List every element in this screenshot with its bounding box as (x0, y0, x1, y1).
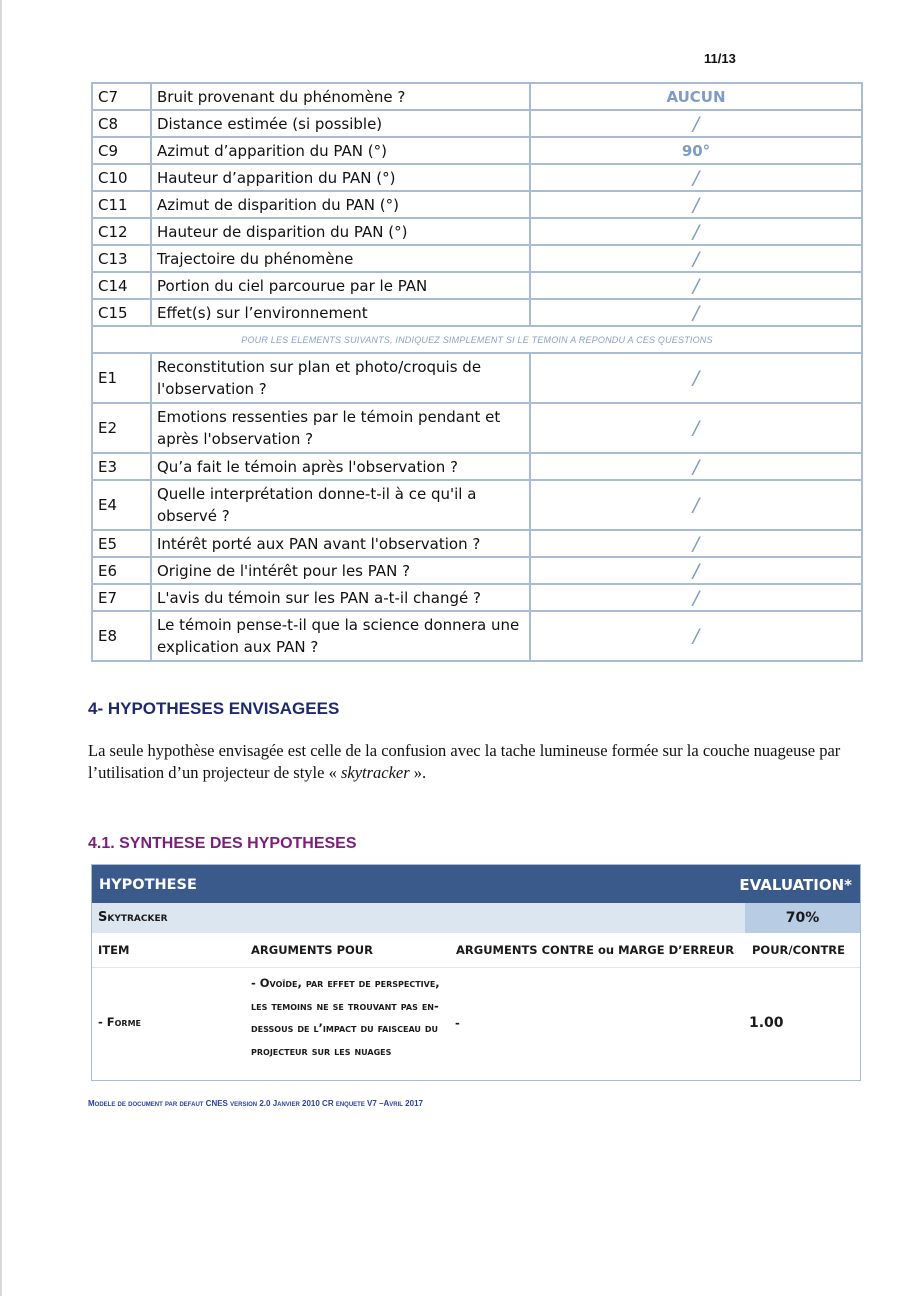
question-row-e2 (92, 403, 862, 453)
question-text: Portion du ciel parcourue par le PAN (151, 272, 530, 299)
question-row-c10 (92, 164, 862, 191)
question-code: E8 (92, 611, 151, 661)
question-row-e5 (92, 530, 862, 557)
argument-item: - Forme (98, 1015, 142, 1029)
question-text: Azimut de disparition du PAN (°) (151, 191, 530, 218)
page-edge (0, 0, 2, 1296)
question-code: C8 (92, 110, 151, 137)
question-answer: 90° (530, 137, 862, 164)
question-text: Qu’a fait le témoin après l'observation ? (151, 453, 530, 480)
question-answer: / (530, 557, 862, 584)
question-text: L'avis du témoin sur les PAN a-t-il changé ? (151, 584, 530, 611)
question-row-c14 (92, 272, 862, 299)
question-text: Azimut d’apparition du PAN (°) (151, 137, 530, 164)
hypothesis-name: Skytracker (98, 910, 168, 925)
section-note-row (92, 326, 862, 353)
question-text: Trajectoire du phénomène (151, 245, 530, 272)
question-text: Le témoin pense-t-il que la science donnera une explication aux PAN ? (151, 611, 530, 661)
question-text: Origine de l'intérêt pour les PAN ? (151, 557, 530, 584)
section-4-paragraph: La seule hypothèse envisagée est celle de la confusion avec la tache lumineuse formée sur la couche nuageuse par l’utilisation d’un projecteur de style « skytracker ». (88, 741, 841, 782)
question-code: C10 (92, 164, 151, 191)
question-text: Quelle interprétation donne-t-il à ce qu'il a observé ? (151, 480, 530, 530)
col-arguments-pour: ARGUMENTS POUR (251, 943, 373, 957)
question-answer: / (530, 353, 862, 403)
argument-row (92, 968, 860, 1080)
section-note: POUR LES ELEMENTS SUIVANTS, INDIQUEZ SIMPLEMENT SI LE TEMOIN A REPONDU A CES QUESTIONS (92, 326, 862, 353)
question-answer: / (530, 191, 862, 218)
question-row-e6 (92, 557, 862, 584)
question-code: C13 (92, 245, 151, 272)
question-answer: / (530, 299, 862, 326)
question-answer: / (530, 584, 862, 611)
page-number: 11/13 (704, 51, 736, 66)
question-answer: / (530, 403, 862, 453)
section-4-1-title: 4.1. SYNTHESE DES HYPOTHESES (88, 835, 357, 852)
question-answer: / (530, 110, 862, 137)
document-footer: Modele de document par defaut CNES version 2.0 Janvier 2010 CR enquete V7 –Avril 2017 (88, 1099, 423, 1108)
argument-column-headers (92, 933, 860, 968)
question-row-c13 (92, 245, 862, 272)
question-code: C15 (92, 299, 151, 326)
question-code: E7 (92, 584, 151, 611)
question-code: E2 (92, 403, 151, 453)
hypothesis-table (91, 864, 861, 1081)
question-answer: / (530, 453, 862, 480)
col-item: ITEM (98, 943, 130, 957)
question-code: E4 (92, 480, 151, 530)
question-row-e7 (92, 584, 862, 611)
question-answer: / (530, 530, 862, 557)
question-answer: / (530, 480, 862, 530)
question-text: Effet(s) sur l’environnement (151, 299, 530, 326)
question-answer: / (530, 164, 862, 191)
argument-pour: - Ovoïde, par effet de perspective, les temoins ne se trouvant pas en-dessous de l’impact du faisceau du projecteur sur les nuages (251, 976, 440, 1058)
hypothesis-evaluation: 70% (745, 903, 860, 933)
question-code: C12 (92, 218, 151, 245)
col-pour-contre: POUR/CONTRE (752, 943, 845, 957)
question-row-e3 (92, 453, 862, 480)
question-text: Intérêt porté aux PAN avant l'observation ? (151, 530, 530, 557)
question-row-e8 (92, 611, 862, 661)
questions-table (91, 82, 863, 662)
hypothesis-row (92, 903, 860, 933)
question-answer: / (530, 218, 862, 245)
question-text: Hauteur d’apparition du PAN (°) (151, 164, 530, 191)
argument-contre: - (455, 1016, 460, 1030)
question-code: C14 (92, 272, 151, 299)
question-text: Bruit provenant du phénomène ? (151, 83, 530, 110)
question-text: Distance estimée (si possible) (151, 110, 530, 137)
question-answer: / (530, 611, 862, 661)
question-code: E1 (92, 353, 151, 403)
question-answer: / (530, 272, 862, 299)
question-row-c15 (92, 299, 862, 326)
col-arguments-contre: ARGUMENTS CONTRE ou MARGE D’ERREUR (456, 943, 735, 957)
question-row-e1 (92, 353, 862, 403)
argument-value: 1.00 (749, 1015, 784, 1031)
question-answer: AUCUN (530, 83, 862, 110)
question-code: C7 (92, 83, 151, 110)
question-text: Emotions ressenties par le témoin pendant et après l'observation ? (151, 403, 530, 453)
question-code: C11 (92, 191, 151, 218)
section-4-title: 4- HYPOTHESES ENVISAGEES (88, 699, 340, 718)
question-text: Reconstitution sur plan et photo/croquis de l'observation ? (151, 353, 530, 403)
question-row-c12 (92, 218, 862, 245)
question-code: E3 (92, 453, 151, 480)
question-text: Hauteur de disparition du PAN (°) (151, 218, 530, 245)
question-code: C9 (92, 137, 151, 164)
question-row-c9 (92, 137, 862, 164)
question-row-c8 (92, 110, 862, 137)
question-row-c7 (92, 83, 862, 110)
question-row-e4 (92, 480, 862, 530)
hypothesis-table-header (92, 865, 860, 903)
question-code: E5 (92, 530, 151, 557)
question-row-c11 (92, 191, 862, 218)
question-answer: / (530, 245, 862, 272)
question-code: E6 (92, 557, 151, 584)
header-hypothese: HYPOTHESE (99, 877, 197, 893)
header-evaluation: EVALUATION* (739, 876, 852, 894)
